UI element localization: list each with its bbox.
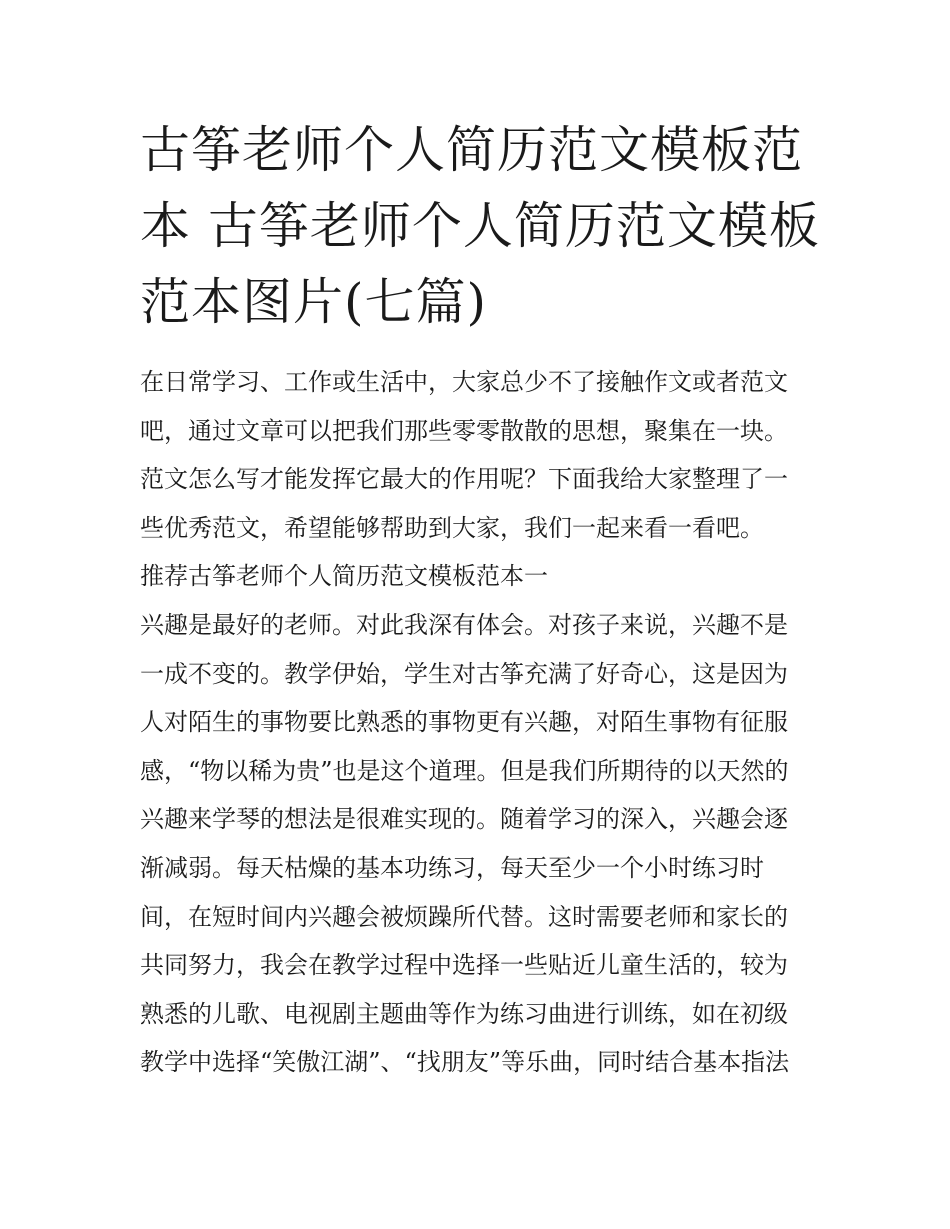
intro-paragraph-line: 在日常学习、工作或生活中，大家总少不了接触作文或者范文 [140,368,788,396]
section-heading: 推荐古筝老师个人简历范文模板范本一 [140,562,548,591]
article-paragraph-line: 人对陌生的事物要比熟悉的事物更有兴趣，对陌生事物有征服 [140,708,788,737]
title-line: 古筝老师个人简历范文模板范 [140,121,803,179]
document-body [140,358,820,1087]
title-line: 范本图片(七篇) [140,273,488,331]
article-paragraph-line: 间，在短时间内兴趣会被烦躁所代替。这时需要老师和家长的 [140,902,788,931]
article-paragraph-line: 感，“物以稀为贵”也是这个道理。但是我们所期待的以天然的 [140,756,789,785]
article-paragraph-line: 共同努力，我会在教学过程中选择一些贴近儿童生活的，较为 [140,951,788,980]
title-line: 本 古筝老师个人简历范文模板 [140,197,820,255]
article-paragraph-line: 一成不变的。教学伊始，学生对古筝充满了好奇心，这是因为 [140,659,788,688]
article-paragraph-line: 熟悉的儿歌、电视剧主题曲等作为练习曲进行训练，如在初级 [140,999,788,1028]
article-paragraph-line: 渐减弱。每天枯燥的基本功练习，每天至少一个小时练习时 [140,853,764,882]
intro-paragraph-line: 范文怎么写才能发挥它最大的作用呢？下面我给大家整理了一 [140,465,788,494]
article-paragraph-line: 教学中选择“笑傲江湖”、“找朋友”等乐曲，同时结合基本指法 [140,1048,790,1077]
article-paragraph-line: 兴趣来学琴的想法是很难实现的。随着学习的深入，兴趣会逐 [140,805,788,834]
intro-paragraph-line: 吧，通过文章可以把我们那些零零散散的思想，聚集在一块。 [140,416,788,445]
intro-paragraph-line: 些优秀范文，希望能够帮助到大家，我们一起来看一看吧。 [140,513,764,542]
document-title [140,112,820,340]
article-paragraph-line: 兴趣是最好的老师。对此我深有体会。对孩子来说，兴趣不是 [140,610,788,639]
